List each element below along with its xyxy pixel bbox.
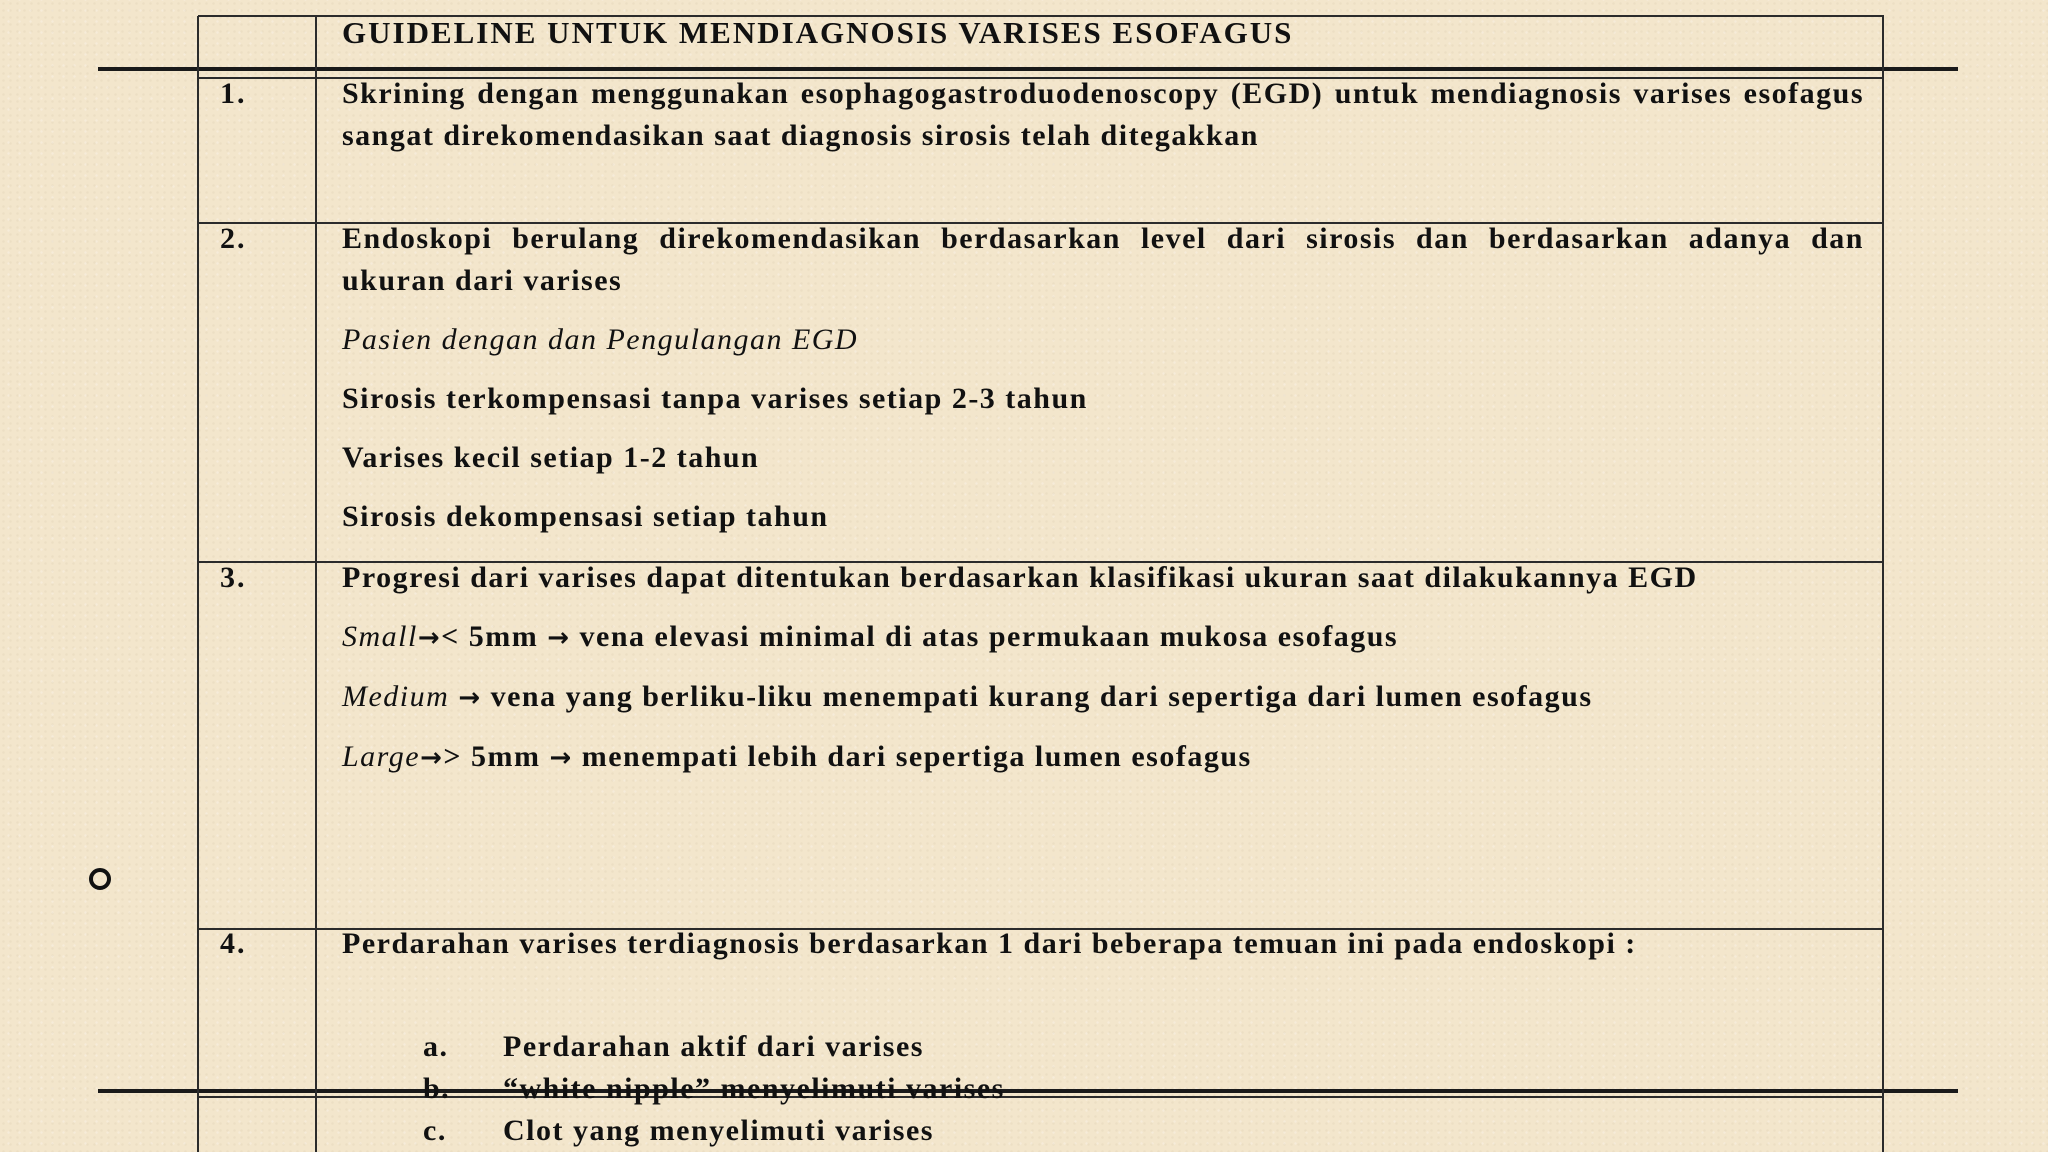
table-title (342, 12, 1864, 54)
size-small-desc: vena elevasi minimal di atas permukaan mukosa esofagus (579, 620, 1399, 653)
row-2-number: 2. (220, 222, 247, 255)
row-3-number: 3. (220, 561, 247, 594)
row-1-number: 1. (220, 77, 247, 110)
top-rule (98, 67, 1958, 71)
item-b-letter: b. (423, 1072, 451, 1105)
arrow-icon: → (549, 743, 573, 773)
row-divider (198, 1096, 1884, 1098)
size-medium-term: Medium (342, 680, 450, 713)
size-large-value: > 5mm (443, 740, 541, 773)
row-2-italic-line: Pasien dengan dan Pengulangan EGD (342, 323, 859, 356)
size-medium-desc: vena yang berliku-liku menempati kurang dari sepertiga dari lumen esofagus (490, 680, 1593, 713)
arrow-icon: → (458, 683, 482, 713)
item-b-text: “white nipple” menyelimuti varises (503, 1072, 1005, 1105)
size-large-desc: menempati lebih dari sepertiga lumen esofagus (581, 740, 1252, 773)
bottom-rule (98, 1089, 1958, 1093)
row-3-text: Progresi dari varises dapat ditentukan berdasarkan klasifikasi ukuran saat dilakukannya EGD (342, 561, 1698, 594)
size-small-term: Small (342, 620, 418, 653)
table-border-right (1882, 16, 1884, 1152)
row-4-content (342, 923, 1864, 965)
size-large (342, 736, 1864, 779)
bullet-circle-icon (89, 868, 111, 890)
item-c-text: Clot yang menyelimuti varises (503, 1114, 934, 1147)
row-3-content (342, 557, 1864, 779)
item-c-letter: c. (423, 1114, 447, 1147)
table-title-text: GUIDELINE UNTUK MENDIAGNOSIS VARISES ESOFAGUS (342, 15, 1294, 50)
arrow-icon: → (420, 743, 444, 773)
arrow-icon: → (417, 623, 442, 653)
arrow-icon: → (547, 623, 571, 653)
row-1-text: Skrining dengan menggunakan esophagogastroduodenoscopy (EGD) untuk mendiagnosis varises esofagus sangat direkomendasikan saat diagnosis sirosis telah ditegakkan (342, 77, 1864, 152)
row-2-line-3: Sirosis dekompensasi setiap tahun (342, 500, 829, 533)
item-a-letter: a. (423, 1030, 449, 1063)
size-small (342, 616, 1864, 659)
item-a-text: Perdarahan aktif dari varises (503, 1030, 924, 1063)
row-2-text: Endoskopi berulang direkomendasikan berdasarkan level dari sirosis dan berdasarkan adanya dan ukuran dari varises (342, 222, 1864, 297)
row-2-line-2: Varises kecil setiap 1-2 tahun (342, 441, 760, 474)
size-medium (342, 676, 1864, 719)
row-4-number: 4. (220, 927, 247, 960)
table-column-divider (315, 16, 317, 1152)
size-large-term: Large (342, 740, 421, 773)
row-1-content (342, 73, 1864, 157)
row-2-content (342, 218, 1864, 538)
row-4-text: Perdarahan varises terdiagnosis berdasarkan 1 dari beberapa temuan ini pada endoskopi : (342, 927, 1637, 960)
row-2-line-1: Sirosis terkompensasi tanpa varises setiap 2-3 tahun (342, 382, 1088, 415)
table-border-left (197, 16, 199, 1152)
size-small-value: < 5mm (441, 620, 539, 653)
